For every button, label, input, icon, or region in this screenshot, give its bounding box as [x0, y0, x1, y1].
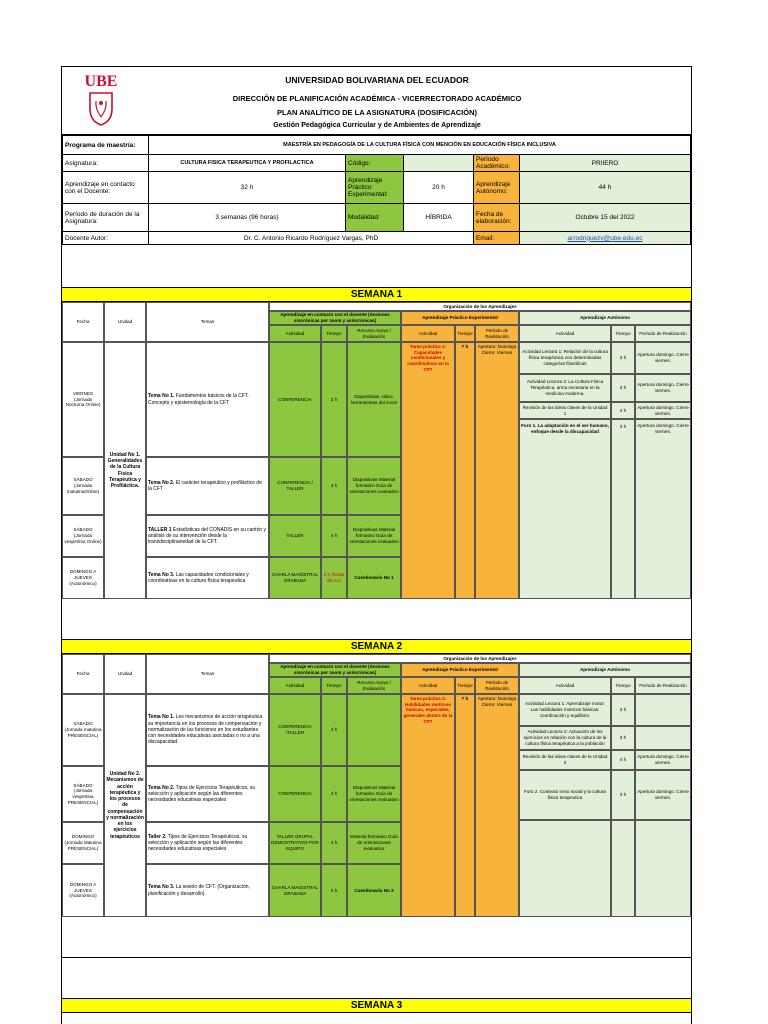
w2-foro: Foro 2. Contexto inmo social y la cultura física terapeutica — [519, 770, 611, 820]
w2-actividad-1: CONFERENCIA /TALLER — [269, 694, 321, 766]
w2-unidad: Unidad No 2. Mecanismos de acción terapéutica y los procesos de compensación y normalización en los ejercicios terapéuticos — [104, 694, 146, 917]
w2-tema-4: Tema No 3. La sesión de CFT. (Organización, planificación y desarrollo). — [146, 864, 269, 917]
asignatura-value: CULTURA FISICA TERAPEUTICA Y PROFILACTICA — [149, 155, 346, 172]
recurso-header: Recurso Apoyo / Evaluación — [347, 325, 401, 342]
w2-actividad-3: TALLER GRUPAL DEMOSTRATIVO POR EQUIPO — [269, 822, 321, 864]
w2-fecha-4: DOMINGO A JUEVES (Autonómico) — [62, 864, 104, 917]
actividad-header: Actividad — [269, 325, 321, 342]
w2-autonomo-periodo-2 — [635, 726, 691, 750]
w2-autonomo-3: Revisión de las ideas claves de la Unidad 2 — [519, 750, 611, 770]
w2-recurso-1 — [347, 694, 401, 766]
organizacion-header: Organización de los Aprendizajes — [269, 302, 691, 311]
asignatura-label: Asignatura: — [63, 155, 149, 172]
w2-recurso-4: Cuestionario No 2 — [347, 864, 401, 917]
autonomo-tiempo-header: Tiempo — [611, 325, 635, 342]
w1-practica-tarea: Tarea práctica 1: Capacidades condicionales y coordinativas en la CFT — [401, 342, 455, 599]
w1-practica-tiempo: 7 h — [455, 342, 475, 599]
direction-name: DIRECCIÓN DE PLANIFICACIÓN ACADÉMICA - VICERRECTORADO ACADÉMICO — [232, 94, 522, 103]
w1-recurso-4: Cuestionario No 1 — [347, 557, 401, 599]
w2-autonomo-empty — [519, 820, 611, 917]
unidad-header: Unidad — [104, 302, 146, 342]
practico-value: 20 h — [404, 172, 474, 204]
w2-foro-periodo: Apertura domingo. Cierre viernes. — [635, 770, 691, 820]
w1-fecha-3: SÁBADO (Jornada vespertina Online) — [62, 515, 104, 557]
w2-tema-3: Taller 2. Tipos de Ejercicios Terapéuticos, su selección y aplicación según las diferentes necesidades educativas especiales — [146, 822, 269, 864]
w1-tiempo-1: 2 h — [321, 342, 347, 457]
w2-tema-1: Tema No 1. Los mecanismos de acción terapéutica su importancia en los procesos de compensación y normalización de las funciones en los estudiantes con necesidades educativas asociadas o no a una discapacidad. — [146, 694, 269, 766]
logo-text: UBE — [84, 73, 118, 90]
w1-tiempo-2: 4 h — [321, 457, 347, 515]
university-logo — [80, 73, 122, 129]
week-2-title: SEMANA 2 — [62, 639, 691, 654]
management-title: Gestión Pedagógica Curricular y de Ambientes de Aprendizaje — [273, 122, 481, 129]
w2-practico-header: Aprendizaje Práctico Experimental — [401, 663, 519, 677]
w2-actividad-4: CHARLA MAGISTRAL GRABADA — [269, 864, 321, 917]
periodo-label: Período Académico: — [474, 155, 520, 172]
modalidad-value: HÍBRIDA — [404, 204, 474, 232]
w2-practico-actividad-header: Actividad — [401, 677, 455, 694]
week-separator-2 — [62, 957, 691, 958]
plan-sheet — [61, 66, 692, 1024]
week-1-grid — [62, 302, 691, 599]
w2-autonomo-actividad-header: Actividad — [519, 677, 611, 694]
week-1-title: SEMANA 1 — [62, 287, 691, 302]
w1-tiempo-4: 2 h (horas de AA) — [321, 557, 347, 599]
w1-tema-3: TALLER 1 Estadísticas del CONADIS en su cantón y análisis de su intervención desde la transdisciplinariedad de la CFT. — [146, 515, 269, 557]
w1-actividad-3: TALLER — [269, 515, 321, 557]
codigo-label: Código: — [346, 155, 404, 172]
w1-autonomo-3: Revisión de las ideas claves de la Unidad 1 — [519, 402, 611, 419]
w1-autonomo-2: Actividad Lectora 2: La Cultura Física Terapéutica, arma necesaria en la medicina moderna. — [519, 374, 611, 402]
document-header — [62, 67, 691, 135]
w1-autonomo-tiempo-1: 3 h — [611, 342, 635, 374]
w1-actividad-2: CONFERENCIA / TALLER — [269, 457, 321, 515]
w2-autonomo-2: Actividad Lectora 2: Actuación de los ejercicios en relación con la cultura de la cultura física terapéutica a la población — [519, 726, 611, 750]
w1-autonomo-periodo-1: Apertura domingo. Cierre viernes. — [635, 342, 691, 374]
fecha-value: Octubre 15 del 2022 — [520, 204, 691, 232]
university-name: UNIVERSIDAD BOLIVARIANA DEL ECUADOR — [285, 75, 469, 85]
w2-actividad-header: Actividad — [269, 677, 321, 694]
laurel-shield-icon — [86, 91, 116, 127]
w2-autonomo-empty-tiempo — [611, 820, 635, 917]
docente-value: Dr. C. Antonio Ricardo Rodríguez Vargas, PhD — [149, 232, 474, 245]
w1-fecha-4: DOMINGO A JUEVES (Autonómico) — [62, 557, 104, 599]
tiempo-header: Tiempo — [321, 325, 347, 342]
practico-header: Aprendizaje Práctico Experimental — [401, 311, 519, 325]
contacto-value: 32 h — [149, 172, 346, 204]
w2-recurso-3: Material formativo Guía de orientaciones evaluativo — [347, 822, 401, 864]
autonomo-value: 44 h — [520, 172, 691, 204]
autonomo-periodo-header: Período de Realización — [635, 325, 691, 342]
contacto-header: Aprendizaje en contacto con el docente (Sesiones sincrónicas por zoom y asincrónicas) — [269, 311, 401, 325]
autonomo-actividad-header: Actividad — [519, 325, 611, 342]
w2-recurso-2: Diapositivas Material formativo Guía de orientaciones evaluativo — [347, 766, 401, 822]
w2-fecha-header: Fecha — [62, 654, 104, 694]
w2-autonomo-tiempo-2: 3 h — [611, 726, 635, 750]
w2-practico-tiempo-header: Tiempo — [455, 677, 475, 694]
w1-autonomo-periodo-2: Apertura domingo. Cierre viernes. — [635, 374, 691, 402]
email-label: Email: — [474, 232, 520, 245]
w1-foro-tiempo: 3 h — [611, 419, 635, 599]
codigo-value — [404, 155, 474, 172]
duracion-value: 3 semanas (96 horas) — [149, 204, 346, 232]
plan-title: PLAN ANALÍTICO DE LA ASIGNATURA (DOSIFICACIÓN) — [277, 108, 477, 117]
w2-tiempo-4: 2 h — [321, 864, 347, 917]
w1-autonomo-tiempo-2: 3 h — [611, 374, 635, 402]
modalidad-label: Modalidad: — [346, 204, 404, 232]
w2-tiempo-1: 4 h — [321, 694, 347, 766]
fecha-label: Fecha de elaboración: — [474, 204, 520, 232]
w2-tiempo-3: 4 h — [321, 822, 347, 864]
w2-tiempo-header: Tiempo — [321, 677, 347, 694]
w1-actividad-1: CONFERENCIA — [269, 342, 321, 457]
w2-practico-periodo-header: Período de Realización — [475, 677, 519, 694]
temas-header: Temas — [146, 302, 269, 342]
w2-organizacion-header: Organización de los Aprendizajes — [269, 654, 691, 663]
w2-autonomo-tiempo-header: Tiempo — [611, 677, 635, 694]
w2-autonomo-tiempo-1: 3 h — [611, 694, 635, 726]
w1-tema-2: Tema No 2. El carácter terapéutico y profiláctico de la CFT — [146, 457, 269, 515]
w1-autonomo-tiempo-3: 4 h — [611, 402, 635, 419]
docente-label: Docente Autor: — [63, 232, 149, 245]
w1-tiempo-3: 4 h — [321, 515, 347, 557]
w2-actividad-2: CONFERENCIA — [269, 766, 321, 822]
w2-tema-2: Tema No 2. Tipos de Ejercicios Terapéuticos, su selección y aplicación según las diferentes necesidades educativas especiales — [146, 766, 269, 822]
fecha-header: Fecha — [62, 302, 104, 342]
w1-actividad-4: CHARLA MAGISTRAL GRABADA — [269, 557, 321, 599]
w2-foro-tiempo: 3 h — [611, 770, 635, 820]
w2-autonomo-header: Aprendizaje Autónomo — [519, 663, 691, 677]
w1-practica-periodo: Apertura: Domingo Cierre: Viernes — [475, 342, 519, 599]
w1-recurso-3: Diapositivas Material formativo Guía de orientaciones evaluativo — [347, 515, 401, 557]
programa-label: Programa de maestría: — [63, 136, 149, 155]
course-info-table — [62, 135, 691, 245]
practico-actividad-header: Actividad — [401, 325, 455, 342]
w2-temas-header: Temas — [146, 654, 269, 694]
practico-label: Aprendizaje Práctico Experimental: — [346, 172, 404, 204]
w1-foro: Foro 1. La adaptación en el ser humano, enfoque desde la discapacidad — [519, 419, 611, 599]
w2-fecha-3: DOMINGO (Jornada Matutina PRESENCIAL) — [62, 822, 104, 864]
w1-unidad: Unidad No 1. Generalidades de la Cultura Física Terapéutica y Profiláctica. — [104, 342, 146, 599]
w1-autonomo-1: Actividad Lectora 1: Relación de la cultura física terapéutica con determinadas categorías filosóficas — [519, 342, 611, 374]
w1-tema-4: Tema No 3. Las capacidades condicionales y coordinativas en la cultura física terapeutica — [146, 557, 269, 599]
w2-autonomo-periodo-1 — [635, 694, 691, 726]
w1-recurso-2: Diapositivas Material formativo Guía de orientaciones evaluativo — [347, 457, 401, 515]
week-3-title: SEMANA 3 — [62, 998, 691, 1013]
w2-autonomo-1: Actividad Lectora 1: Aprendizaje motor: Las habilidades motrices básicas: coordinación y equilibrio. — [519, 694, 611, 726]
programa-value: MAESTRÍA EN PEDAGOGÍA DE LA CULTURA FÍSICA CON MENCIÓN EN EDUCACIÓN FÍSICA INCLUSIVA — [149, 136, 691, 155]
w2-autonomo-periodo-header: Período de Realización — [635, 677, 691, 694]
autonomo-header: Aprendizaje Autónomo — [519, 311, 691, 325]
w2-autonomo-tiempo-3: 4 h — [611, 750, 635, 770]
w2-recurso-header: Recurso Apoyo / Evaluación — [347, 677, 401, 694]
w1-fecha-2: SÁBADO (Jornada matutinaOnline) — [62, 457, 104, 515]
w2-autonomo-periodo-3: Apertura domingo. Cierre viernes. — [635, 750, 691, 770]
practico-periodo-header: Período de Realización — [475, 325, 519, 342]
w2-fecha-2: SÁBADO (Jornada vespertina PRESENCIAL) — [62, 766, 104, 822]
periodo-value: PRIIERO — [520, 155, 691, 172]
w2-autonomo-empty-periodo — [635, 820, 691, 917]
w2-practica-tarea: Tarea práctica 2: Habilidades motrices básicas, especiales, generales dentro de la CFT — [401, 694, 455, 917]
week-2-grid — [62, 654, 691, 917]
w2-tiempo-2: 4 h — [321, 766, 347, 822]
w2-fecha-1: SÁBADO (Jornada matutina PRESENCIAL) — [62, 694, 104, 766]
w1-recurso-1: Diapositivas, video, herramientas del zoom — [347, 342, 401, 457]
w2-practica-tiempo: 7 h — [455, 694, 475, 917]
contacto-label: Aprendizaje en contacto con el Docente: — [63, 172, 149, 204]
practico-tiempo-header: Tiempo — [455, 325, 475, 342]
w1-autonomo-periodo-3: Apertura domingo. Cierre viernes. — [635, 402, 691, 419]
w1-foro-periodo: Apertura domingo. Cierre viernes. — [635, 419, 691, 599]
email-link[interactable]: arrodriguezv@ube.edu.ec — [567, 234, 643, 242]
w2-unidad-header: Unidad — [104, 654, 146, 694]
w1-fecha-1: VIERNES (Jornada Nocturna Online) — [62, 342, 104, 457]
w2-contacto-header: Aprendizaje en contacto con el docente (Sesiones sincrónicas por zoom y asincrónicas) — [269, 663, 401, 677]
autonomo-label: Aprendizaje Autónomo: — [474, 172, 520, 204]
w2-practica-periodo: Apertura: Domingo Cierre: Viernes — [475, 694, 519, 917]
w1-tema-1: Tema No 1. Fundamentos básicos de la CFT. Concepto y epistemología de la CFT — [146, 342, 269, 457]
duracion-label: Período de duración de la Asignatura: — [63, 204, 149, 232]
